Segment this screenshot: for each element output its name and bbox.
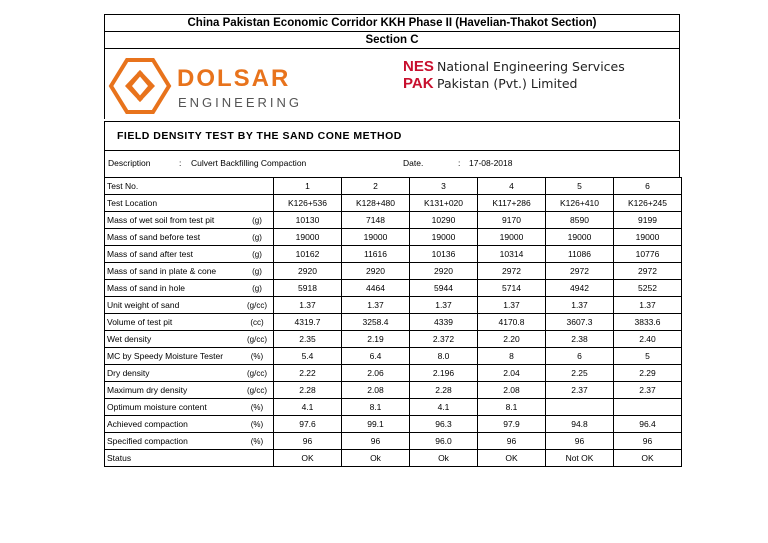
table-cell: 94.8: [546, 416, 614, 433]
table-cell: 3: [410, 178, 478, 195]
nespak-name-line1: National Engineering Services: [437, 59, 625, 74]
table-cell: 2.20: [478, 331, 546, 348]
table-row: [105, 365, 682, 382]
table-row: [105, 382, 682, 399]
row-label: MC by Speedy Moisture Tester: [105, 348, 242, 365]
row-unit: (g/cc): [241, 297, 274, 314]
table-cell: 19000: [546, 229, 614, 246]
table-cell: 8.1: [478, 399, 546, 416]
table-cell: 96: [614, 433, 682, 450]
row-unit: (g): [241, 229, 274, 246]
table-cell: 96.4: [614, 416, 682, 433]
table-cell: Ok: [342, 450, 410, 467]
table-cell: 11616: [342, 246, 410, 263]
table-cell: [614, 399, 682, 416]
table-cell: 8: [478, 348, 546, 365]
table-cell: 19000: [614, 229, 682, 246]
row-label: Dry density: [105, 365, 242, 382]
table-cell: 7148: [342, 212, 410, 229]
table-cell: 96: [274, 433, 342, 450]
table-cell: 2.37: [546, 382, 614, 399]
table-cell: 11086: [546, 246, 614, 263]
row-label: Optimum moisture content: [105, 399, 242, 416]
row-label: Mass of sand in plate & cone: [105, 263, 242, 280]
table-cell: 2.08: [478, 382, 546, 399]
table-cell: OK: [274, 450, 342, 467]
row-unit: (g): [241, 246, 274, 263]
table-row: [105, 399, 682, 416]
table-cell: K126+245: [614, 195, 682, 212]
table-cell: K117+286: [478, 195, 546, 212]
table-cell: 96: [342, 433, 410, 450]
table-cell: 5.4: [274, 348, 342, 365]
row-label: Volume of test pit: [105, 314, 242, 331]
table-cell: 2.196: [410, 365, 478, 382]
table-row: [105, 416, 682, 433]
row-label: Wet density: [105, 331, 242, 348]
table-cell: 2.35: [274, 331, 342, 348]
row-label: Mass of wet soil from test pit: [105, 212, 242, 229]
table-cell: 2972: [614, 263, 682, 280]
table-cell: 10136: [410, 246, 478, 263]
description-label: Description: [108, 158, 151, 168]
project-title: China Pakistan Economic Corridor KKH Phase II (Havelian-Thakot Section): [104, 14, 680, 32]
table-cell: Not OK: [546, 450, 614, 467]
table-cell: 19000: [478, 229, 546, 246]
table-cell: 2972: [478, 263, 546, 280]
row-unit: (cc): [241, 314, 274, 331]
table-cell: 4.1: [274, 399, 342, 416]
table-cell: 3833.6: [614, 314, 682, 331]
row-label: Mass of sand in hole: [105, 280, 242, 297]
table-cell: 5: [614, 348, 682, 365]
dolsar-logo: [107, 55, 317, 117]
section-title: Section C: [104, 32, 680, 49]
table-row: [105, 314, 682, 331]
table-cell: 10314: [478, 246, 546, 263]
row-unit: (g/cc): [241, 331, 274, 348]
table-cell: 1.37: [614, 297, 682, 314]
table-cell: 10290: [410, 212, 478, 229]
table-cell: 99.1: [342, 416, 410, 433]
table-cell: 1: [274, 178, 342, 195]
table-cell: 1.37: [410, 297, 478, 314]
table-cell: 2.38: [546, 331, 614, 348]
table-row: [105, 331, 682, 348]
row-unit: [241, 450, 274, 467]
table-cell: 10130: [274, 212, 342, 229]
row-label: Specified compaction: [105, 433, 242, 450]
table-cell: 4339: [410, 314, 478, 331]
table-cell: K131+020: [410, 195, 478, 212]
test-results-table: [104, 177, 682, 467]
table-cell: 3607.3: [546, 314, 614, 331]
table-cell: 5918: [274, 280, 342, 297]
table-cell: 2.40: [614, 331, 682, 348]
table-row: [105, 297, 682, 314]
table-row: [105, 195, 682, 212]
table-cell: 5: [546, 178, 614, 195]
table-cell: 97.6: [274, 416, 342, 433]
table-cell: Ok: [410, 450, 478, 467]
table-cell: 4942: [546, 280, 614, 297]
date-separator: :: [458, 158, 461, 168]
table-cell: 96: [478, 433, 546, 450]
table-cell: [546, 399, 614, 416]
table-cell: 5944: [410, 280, 478, 297]
nespak-mark-top: NES: [403, 58, 434, 75]
row-unit: (g/cc): [241, 365, 274, 382]
table-cell: 5252: [614, 280, 682, 297]
table-cell: 2972: [546, 263, 614, 280]
table-cell: 1.37: [478, 297, 546, 314]
table-cell: 19000: [342, 229, 410, 246]
table-cell: 4: [478, 178, 546, 195]
dolsar-sub: ENGINEERING: [178, 95, 303, 110]
dolsar-word: DOLSAR: [177, 65, 291, 92]
table-cell: 96.0: [410, 433, 478, 450]
table-cell: OK: [614, 450, 682, 467]
table-cell: OK: [478, 450, 546, 467]
table-cell: K126+410: [546, 195, 614, 212]
table-row: [105, 212, 682, 229]
table-row: [105, 178, 682, 195]
row-unit: (g): [241, 212, 274, 229]
row-unit: (g/cc): [241, 382, 274, 399]
table-cell: 2.04: [478, 365, 546, 382]
row-unit: (%): [241, 416, 274, 433]
table-cell: 2920: [274, 263, 342, 280]
table-row: [105, 280, 682, 297]
table-cell: 8.0: [410, 348, 478, 365]
row-label: Unit weight of sand: [105, 297, 242, 314]
table-cell: 6: [614, 178, 682, 195]
table-cell: 9170: [478, 212, 546, 229]
report-title: FIELD DENSITY TEST BY THE SAND CONE METHOD: [104, 121, 680, 151]
row-label: Mass of sand before test: [105, 229, 242, 246]
table-cell: K126+536: [274, 195, 342, 212]
table-cell: 2.19: [342, 331, 410, 348]
table-cell: 8590: [546, 212, 614, 229]
row-label: Test No.: [105, 178, 242, 195]
table-cell: 9199: [614, 212, 682, 229]
table-row: [105, 450, 682, 467]
table-cell: 2.06: [342, 365, 410, 382]
table-cell: 2.25: [546, 365, 614, 382]
nespak-name-line2: Pakistan (Pvt.) Limited: [437, 76, 578, 91]
table-cell: 2.372: [410, 331, 478, 348]
description-row: [104, 151, 680, 178]
row-unit: (g): [241, 280, 274, 297]
row-unit: (%): [241, 433, 274, 450]
table-cell: 4464: [342, 280, 410, 297]
table-row: [105, 229, 682, 246]
table-cell: 1.37: [274, 297, 342, 314]
table-row: [105, 348, 682, 365]
table-cell: 2.37: [614, 382, 682, 399]
report-sheet: [104, 14, 680, 178]
table-cell: K128+480: [342, 195, 410, 212]
table-cell: 2.28: [410, 382, 478, 399]
table-cell: 3258.4: [342, 314, 410, 331]
table-cell: 1.37: [342, 297, 410, 314]
table-cell: 5714: [478, 280, 546, 297]
nespak-mark-bottom: PAK: [403, 75, 434, 92]
description-value: Culvert Backfilling Compaction: [191, 158, 307, 168]
table-cell: 2920: [410, 263, 478, 280]
logo-band: [104, 49, 680, 119]
table-cell: 2920: [342, 263, 410, 280]
table-cell: 6.4: [342, 348, 410, 365]
table-cell: 97.9: [478, 416, 546, 433]
nespak-logo: [403, 55, 633, 103]
table-cell: 2.29: [614, 365, 682, 382]
row-unit: (g): [241, 263, 274, 280]
table-cell: 1.37: [546, 297, 614, 314]
table-cell: 2: [342, 178, 410, 195]
table-cell: 6: [546, 348, 614, 365]
table-cell: 8.1: [342, 399, 410, 416]
row-unit: (%): [241, 348, 274, 365]
table-cell: 10162: [274, 246, 342, 263]
table-row: [105, 433, 682, 450]
table-cell: 4170.8: [478, 314, 546, 331]
table-cell: 2.22: [274, 365, 342, 382]
table-cell: 2.28: [274, 382, 342, 399]
table-cell: 10776: [614, 246, 682, 263]
table-row: [105, 263, 682, 280]
description-separator: :: [179, 158, 182, 168]
date-value: 17-08-2018: [469, 158, 513, 168]
table-cell: 19000: [274, 229, 342, 246]
row-unit: (%): [241, 399, 274, 416]
table-cell: 4.1: [410, 399, 478, 416]
table-cell: 19000: [410, 229, 478, 246]
table-row: [105, 246, 682, 263]
row-unit: [241, 178, 274, 195]
row-label: Maximum dry density: [105, 382, 242, 399]
date-label: Date.: [403, 158, 424, 168]
table-cell: 4319.7: [274, 314, 342, 331]
row-unit: [241, 195, 274, 212]
row-label: Mass of sand after test: [105, 246, 242, 263]
table-cell: 2.08: [342, 382, 410, 399]
row-label: Achieved compaction: [105, 416, 242, 433]
table-cell: 96: [546, 433, 614, 450]
row-label: Status: [105, 450, 242, 467]
row-label: Test Location: [105, 195, 242, 212]
table-cell: 96.3: [410, 416, 478, 433]
